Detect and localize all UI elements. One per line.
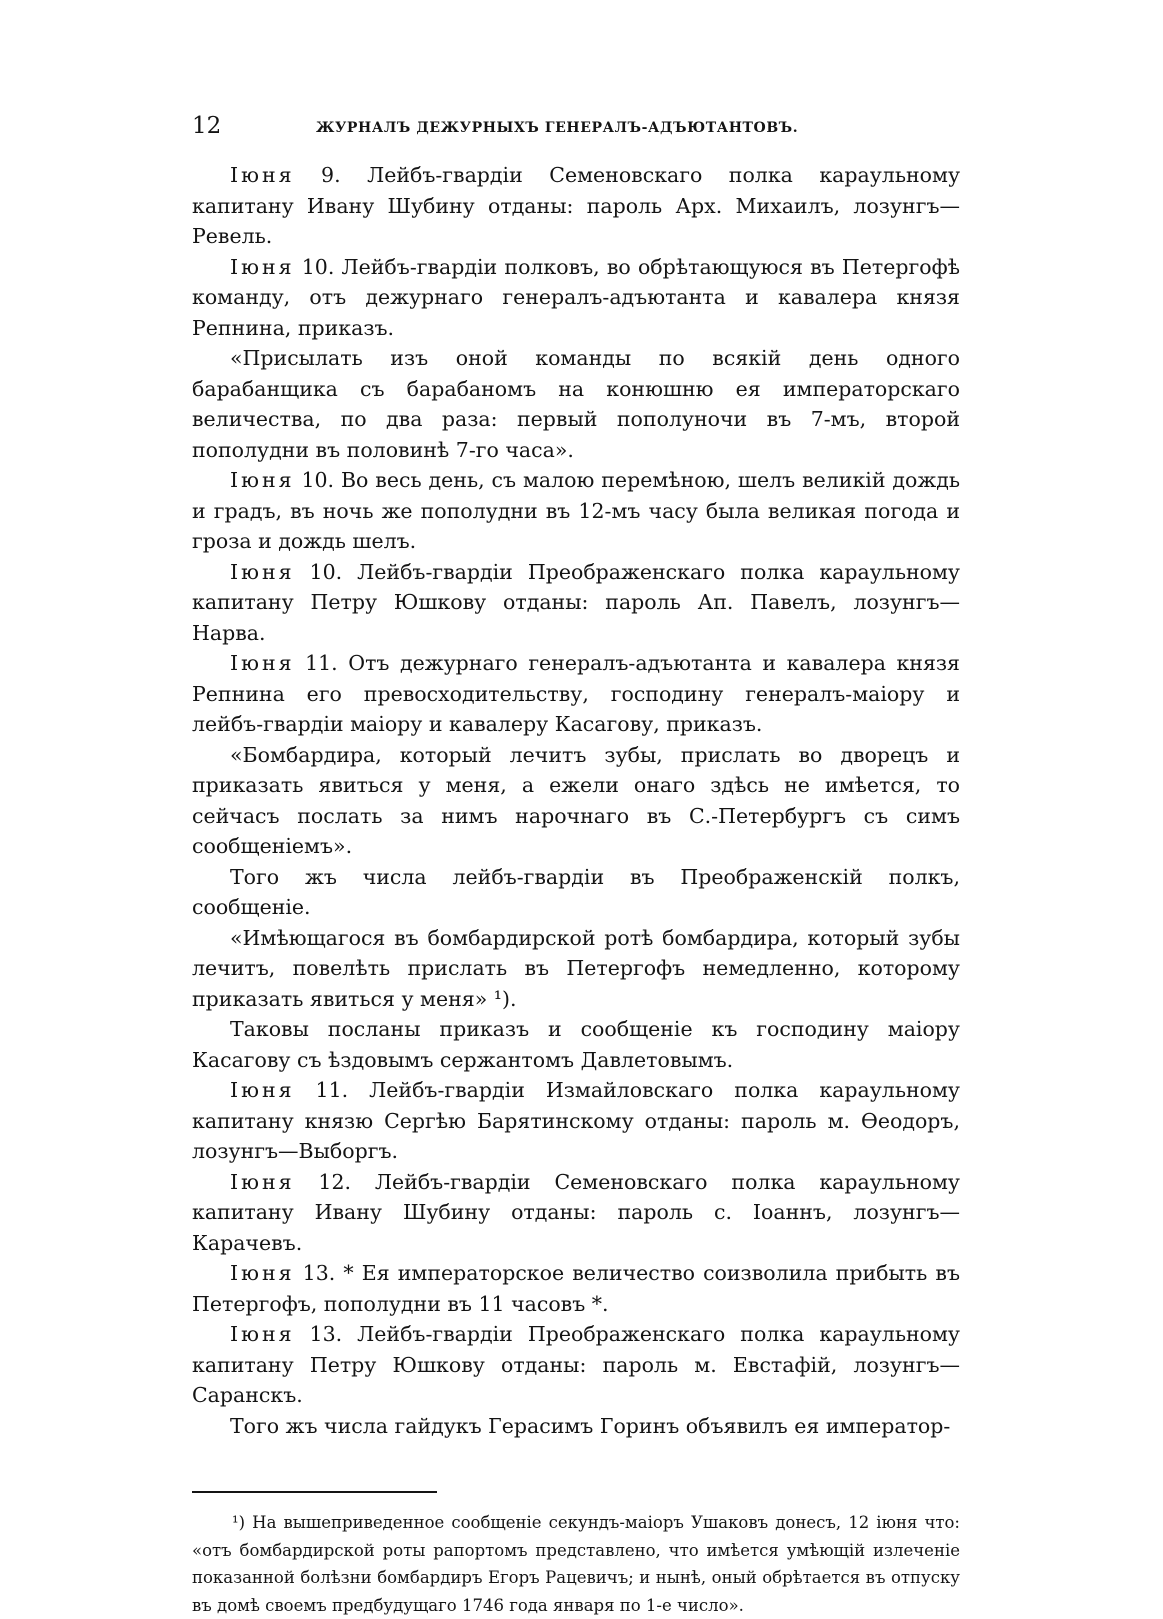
footnote-divider bbox=[192, 1491, 437, 1493]
paragraph-text: 13. * Ея императорское величество соизволила прибыть въ Петергофъ, пополудни въ 11 часовъ *. bbox=[192, 1261, 960, 1316]
entry-date: Іюня bbox=[230, 559, 295, 584]
running-title: ЖУРНАЛЪ ДЕЖУРНЫХЪ ГЕНЕРАЛЪ-АДЪЮТАНТОВЪ. bbox=[316, 120, 799, 136]
paragraph-text: 9. Лейбъ-гвардіи Семеновскаго полка караульному капитану Ивану Шубину отданы: пароль Арх. Михаилъ, лозунгъ—Ревель. bbox=[192, 163, 960, 248]
footnote-text: На вышеприведенное сообщеніе секундъ-маіоръ Ушаковъ донесъ, 12 іюня что: «отъ бомбардирской роты рапортомъ представлено, что имѣется умѣющій излеченіе показанной болѣзни бомбардиръ Егоръ Рацевичъ; и нынѣ, оный обрѣтается въ отпуску въ домѣ своемъ предбудущаго 1746 года января по 1-е число». bbox=[192, 1513, 960, 1615]
paragraph bbox=[192, 1319, 960, 1411]
entry-date: Іюня bbox=[230, 1169, 295, 1194]
paragraph bbox=[192, 343, 960, 465]
paragraph bbox=[192, 1167, 960, 1259]
book-page bbox=[192, 112, 960, 1619]
paragraph bbox=[192, 557, 960, 649]
entry-date: Іюня bbox=[230, 468, 295, 492]
paragraph-text: 12. Лейбъ-гвардіи Семеновскаго полка караульному капитану Ивану Шубину отданы: пароль с. Іоаннъ, лозунгъ—Карачевъ. bbox=[192, 1169, 960, 1255]
paragraph bbox=[192, 862, 960, 923]
paragraph bbox=[192, 1075, 960, 1167]
footnote-marker: ¹) bbox=[232, 1513, 246, 1532]
paragraph-text: 10. Лейбъ-гвардіи Преображенскаго полка караульному капитану Петру Юшкову отданы: пароль Ап. Павелъ, лозунгъ—Нарва. bbox=[192, 559, 960, 645]
body-text bbox=[192, 160, 960, 1441]
entry-date: Іюня bbox=[230, 254, 295, 279]
paragraph-text: «Присылать изъ оной команды по всякій день одного барабанщика съ барабаномъ на конюшню ея императорскаго величества, по два раза: первый пополуночи въ 7-мъ, второй пополудни въ половинѣ 7-го часа». bbox=[192, 346, 960, 462]
paragraph bbox=[192, 648, 960, 740]
paragraph bbox=[192, 1411, 960, 1442]
paragraph-text: 10. Во весь день, съ малою перемѣною, шелъ великій дождь и градъ, въ ночь же пополудни въ 12-мъ часу была великая погода и гроза и дождь шелъ. bbox=[192, 468, 960, 553]
entry-date: Іюня bbox=[230, 1322, 295, 1346]
paragraph-text: «Бомбардира, который лечитъ зубы, прислать во дворецъ и приказать явиться у меня, а ежели онаго здѣсь не имѣется, то сейчасъ послать за нимъ нарочнаго въ С.-Петербургъ съ симъ сообщеніемъ». bbox=[192, 742, 960, 858]
page-header bbox=[192, 112, 960, 144]
entry-date: Іюня bbox=[230, 163, 295, 187]
paragraph-text: Таковы посланы приказъ и сообщеніе къ господину маіору Касагову съ ѣздовымъ сержантомъ Давлетовымъ. bbox=[192, 1017, 960, 1072]
paragraph bbox=[192, 740, 960, 862]
paragraph bbox=[192, 1014, 960, 1075]
paragraph-text: 10. Лейбъ-гвардіи полковъ, во обрѣтающуюся въ Петергофѣ команду, отъ дежурнаго генералъ-адъютанта и кавалера князя Репнина, приказъ. bbox=[192, 254, 960, 340]
paragraph bbox=[192, 252, 960, 344]
entry-date: Іюня bbox=[230, 651, 295, 675]
paragraph-text: 13. Лейбъ-гвардіи Преображенскаго полка караульному капитану Петру Юшкову отданы: пароль м. Евстафій, лозунгъ—Саранскъ. bbox=[192, 1322, 960, 1407]
paragraph bbox=[192, 160, 960, 252]
paragraph bbox=[192, 465, 960, 557]
page-number: 12 bbox=[192, 113, 222, 139]
paragraph-text: Того жъ числа лейбъ-гвардіи въ Преображенскій полкъ, сообщеніе. bbox=[192, 864, 960, 919]
paragraph bbox=[192, 1258, 960, 1319]
paragraph-text: 11. Лейбъ-гвардіи Измайловскаго полка караульному капитану князю Сергѣю Барятинскому отданы: пароль м. Ѳеодоръ, лозунгъ—Выборгъ. bbox=[192, 1078, 960, 1163]
paragraph-text: «Имѣющагося въ бомбардирской ротѣ бомбардира, который зубы лечитъ, повелѣть прислать въ Петергофъ немедленно, которому приказать явиться у меня» ¹). bbox=[192, 925, 960, 1011]
entry-date: Іюня bbox=[230, 1078, 295, 1102]
footnote bbox=[192, 1509, 960, 1619]
paragraph-text: Того жъ числа гайдукъ Герасимъ Горинъ объявилъ ея император- bbox=[230, 1413, 951, 1438]
paragraph-text: 11. Отъ дежурнаго генералъ-адъютанта и кавалера князя Репнина его превосходительству, господину генералъ-маіору и лейбъ-гвардіи маіору и кавалеру Касагову, приказъ. bbox=[192, 651, 960, 736]
paragraph bbox=[192, 923, 960, 1015]
entry-date: Іюня bbox=[230, 1261, 295, 1285]
